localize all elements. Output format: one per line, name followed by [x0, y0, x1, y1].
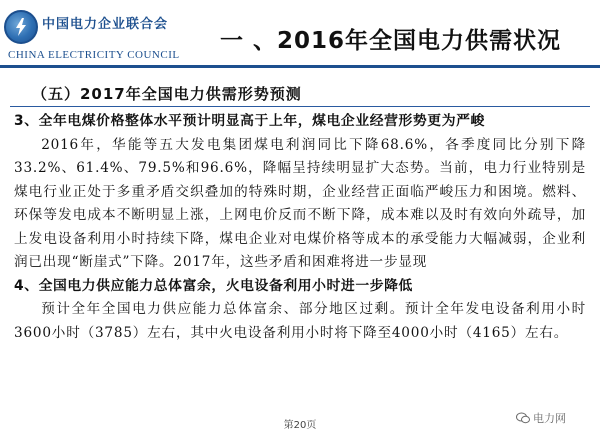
wechat-icon	[516, 412, 530, 424]
body-content	[14, 110, 586, 345]
subheading-supply-capacity: 4、全国电力供应能力总体富余，火电设备利用小时进一步降低	[14, 277, 413, 294]
watermark	[516, 410, 566, 426]
org-name-en: CHINA ELECTRICITY COUNCIL	[8, 49, 180, 61]
page-title: 一 、2016年全国电力供需状况	[220, 28, 562, 54]
cec-logo-icon	[4, 10, 38, 44]
paragraph-coal-profit: 2016年，华能等五大发电集团煤电利润同比下降68.6%，各季度同比分别下降33.2%、61.4%、79.5%和96.6%，降幅呈持续明显扩大态势。当前，电力行业特别是煤电行业正处于多重矛盾交织叠加的特殊时期，企业经营正面临严峻压力和困境。燃料、环保等发电成本不断明显上涨，上网电价反而不断下降，成本难以及时有效向外疏导，加上发电设备利用小时持续下降，煤电企业对电煤价格等成本的承受能力大幅减弱，企业利润已出现“断崖式”下降。2017年，这些矛盾和困难将进一步显现	[14, 136, 586, 270]
paragraph-utilization-hours: 预计全年全国电力供应能力总体富余、部分地区过剩。预计全年发电设备利用小时3600小时（3785）左右，其中火电设备利用小时将下降至4000小时（4165）左右。	[14, 301, 586, 341]
watermark-text: 电力网	[533, 412, 566, 425]
org-name-cn: 中国电力企业联合会	[42, 17, 169, 32]
lightning-icon	[14, 18, 28, 36]
section-heading: （五）2017年全国电力供需形势预测	[32, 85, 302, 103]
subheading-coal-price: 3、全年电煤价格整体水平预计明显高于上年，煤电企业经营形势更为严峻	[14, 113, 485, 129]
header-divider	[0, 65, 600, 68]
section-divider	[10, 106, 590, 107]
page-number: 第20页	[283, 420, 317, 431]
header	[0, 0, 600, 76]
